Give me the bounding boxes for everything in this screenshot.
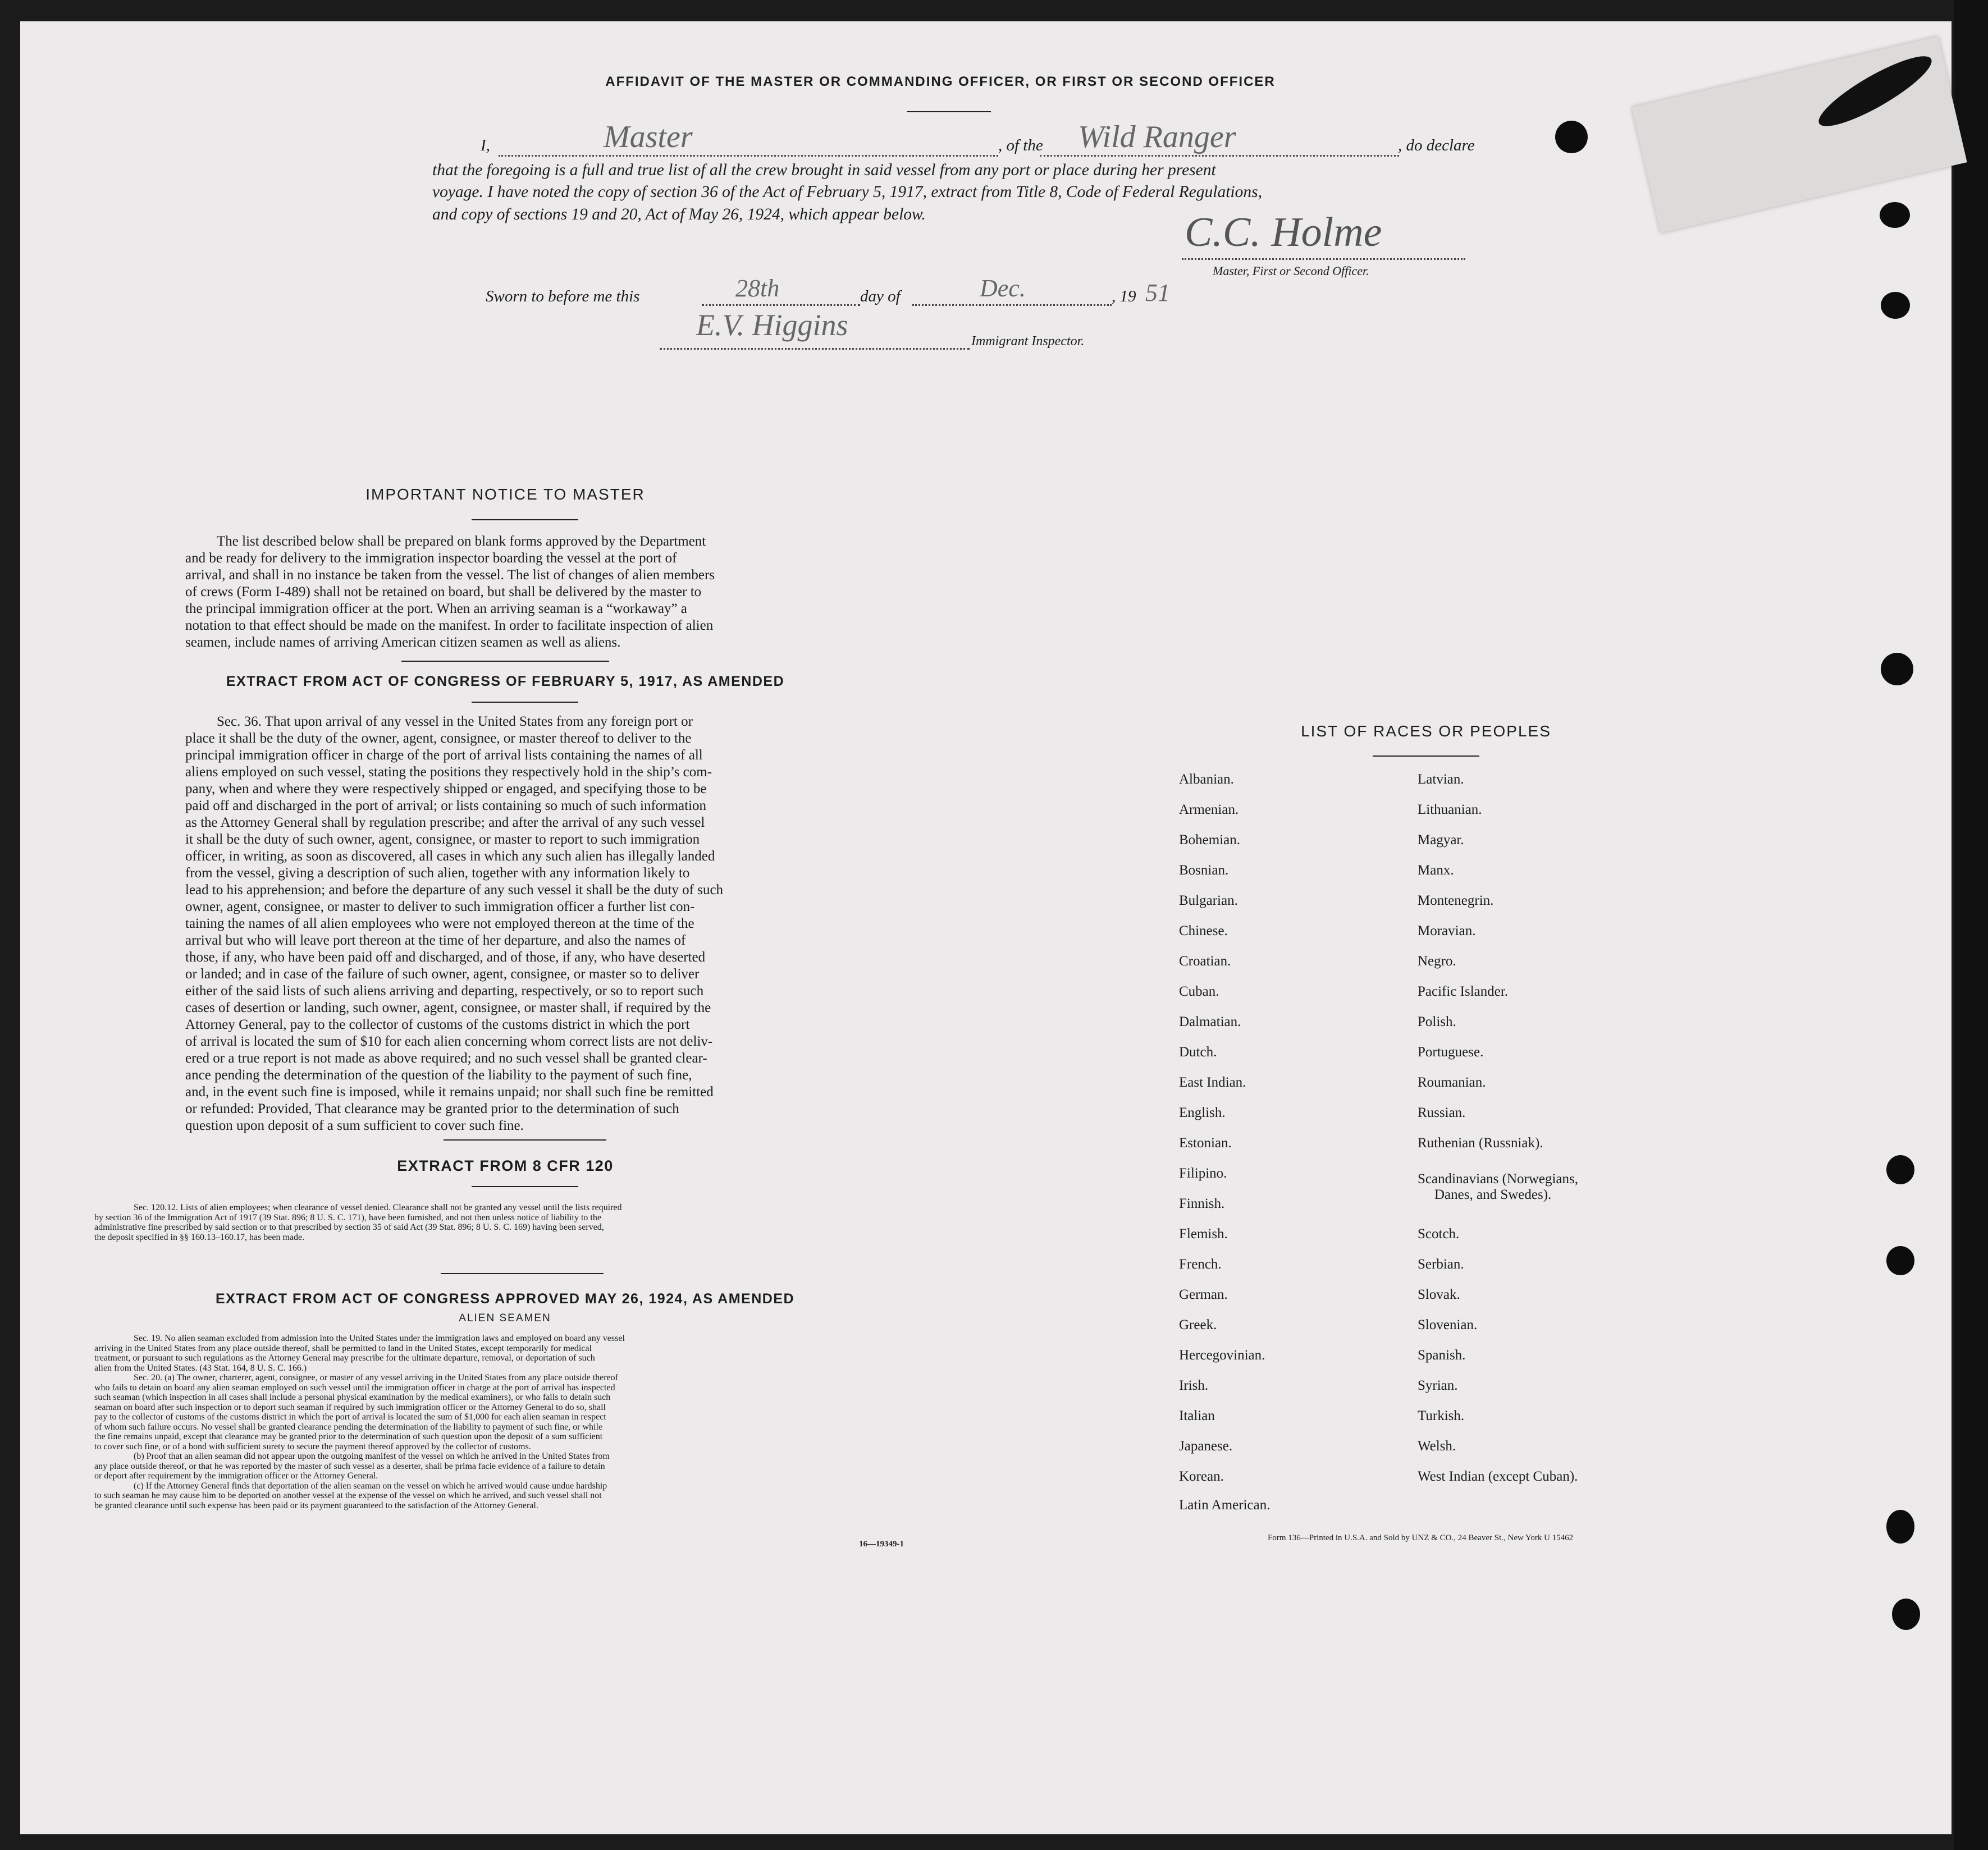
section-36-line: Sec. 36. That upon arrival of any vessel in the United States from any foreign port or xyxy=(217,714,693,729)
section-36-line: pany, when and where they were respectively shipped or engaged, and specifying those to be xyxy=(185,781,707,796)
race-item: Polish. xyxy=(1418,1014,1456,1029)
handwritten-day: 28th xyxy=(735,274,780,302)
section-36-line: either of the said lists of such aliens arriving and departing, respectively, or so to report such xyxy=(185,983,704,999)
notice-text xyxy=(185,533,825,651)
divider xyxy=(472,519,578,520)
race-item: Albanian. xyxy=(1179,772,1234,787)
race-item: Dalmatian. xyxy=(1179,1014,1241,1029)
race-item: Montenegrin. xyxy=(1418,893,1494,908)
race-item: Hercegovinian. xyxy=(1179,1348,1265,1363)
section-36-line: officer, in writing, as soon as discovered, all cases in which any such alien has illegally landed xyxy=(185,849,715,864)
cfr-line: by section 36 of the Immigration Act of 1917 (39 Stat. 896; 8 U. S. C. 171), have been furnished, and not then unless notice of liability to the xyxy=(94,1212,601,1222)
inspector-caption: Immigrant Inspector. xyxy=(971,334,1085,349)
section-36-line: lead to his apprehension; and before the departure of any such vessel it shall be the duty of such xyxy=(185,882,724,897)
race-item: Serbian. xyxy=(1418,1257,1464,1272)
divider xyxy=(472,702,578,703)
do-declare-label: , do declare xyxy=(1398,136,1475,154)
race-item: Scotch. xyxy=(1418,1226,1460,1242)
cfr-line: administrative fine prescribed by said section or to that prescribed by section 35 of said Act (39 Stat. 896; 8 U. S. C. 169) having been served, xyxy=(94,1222,604,1232)
notice-line: seamen, include names of arriving American citizen seamen as well as aliens. xyxy=(185,635,621,650)
race-item: Irish. xyxy=(1179,1378,1209,1393)
section-36-line: of arrival is located the sum of $10 for each alien concerning whom correct lists are not deliv- xyxy=(185,1034,713,1049)
section-20-line: such seaman (which inspection in all cases shall include a personal physical examination by the medical examiners), or who fails to detain such xyxy=(94,1393,611,1402)
race-item: Latvian. xyxy=(1418,772,1464,787)
race-item: Latin American. xyxy=(1179,1498,1271,1513)
sworn-day-line xyxy=(702,290,860,306)
race-item: Ruthenian (Russniak). xyxy=(1418,1135,1543,1151)
section-20-line: seaman on board after such inspection or to deport such seaman if required by such immigration officer or the Attorney General to do so, shall xyxy=(94,1402,606,1412)
race-item: Portuguese. xyxy=(1418,1045,1484,1060)
race-item: German. xyxy=(1179,1287,1228,1302)
race-item: Japanese. xyxy=(1179,1439,1233,1454)
section-20-line: of whom such failure occurs. No vessel shall be granted clearance pending the determination of the liability to payment of such fine, or while xyxy=(94,1422,603,1432)
inspector-line xyxy=(660,337,970,350)
section-20c-line: (c) If the Attorney General finds that deportation of the alien seaman on the vessel on which he arrived would cause undue hardship xyxy=(134,1481,607,1491)
affidavit-title: AFFIDAVIT OF THE MASTER OR COMMANDING OFFICER, OR FIRST OR SECOND OFFICER xyxy=(605,74,1276,89)
section-19-line: arriving in the United States from any place outside thereof, shall be permitted to land in the United States, except temporarily for medical xyxy=(94,1343,592,1353)
race-item: Moravian. xyxy=(1418,923,1476,938)
section-36-line: ered or a true report is not made as above required; and no such vessel shall be granted clear- xyxy=(185,1051,707,1066)
binder-hole xyxy=(1886,1155,1914,1184)
section-36-line: as the Attorney General shall by regulation prescribe; and after the arrival of any such vessel xyxy=(185,815,705,830)
race-item: Magyar. xyxy=(1418,832,1464,848)
race-item: Lithuanian. xyxy=(1418,802,1482,817)
section-36-line: from the vessel, giving a description of such alien, together with any information likely to xyxy=(185,866,690,881)
cfr-text xyxy=(94,1203,916,1242)
extract-1924-text xyxy=(94,1334,916,1510)
form-printer-footer: Form 136—Printed in U.S.A. and Sold by UNZ & CO., 24 Beaver St., New York U 15462 xyxy=(1268,1533,1574,1542)
alien-seamen-subtitle: ALIEN SEAMEN xyxy=(459,1312,551,1324)
race-item: Scandinavians (Norwegians, xyxy=(1418,1171,1579,1187)
race-item: Pacific Islander. xyxy=(1418,984,1509,999)
section-36-line: it shall be the duty of such owner, agent, consignee, or master to report to such immigration xyxy=(185,832,700,847)
section-20b-line: (b) Proof that an alien seaman did not appear upon the outgoing manifest of the vessel on which he arrived in the United States from xyxy=(134,1451,610,1461)
section-20c-line: be granted clearance until such expense has been paid or its payment guaranteed to the satisfaction of the Attorney General. xyxy=(94,1500,538,1510)
sworn-label: Sworn to before me this xyxy=(486,287,640,305)
race-item: Russian. xyxy=(1418,1105,1466,1120)
section-20-line: pay to the collector of customs of the customs district in which the port of arrival is located the sum of $1,000 for each alien seaman in respect xyxy=(94,1412,606,1422)
race-item: English. xyxy=(1179,1105,1226,1120)
of-the-label: , of the xyxy=(998,136,1043,154)
signature-caption: Master, First or Second Officer. xyxy=(1213,264,1369,278)
divider xyxy=(444,1139,606,1141)
handwritten-year: 51 xyxy=(1145,279,1170,306)
race-item: Bulgarian. xyxy=(1179,893,1238,908)
affidavit-line-4: and copy of sections 19 and 20, Act of May 26, 1924, which appear below. xyxy=(432,205,926,223)
cfr-line: the deposit specified in §§ 160.13–160.17, has been made. xyxy=(94,1232,305,1242)
race-item: Slovak. xyxy=(1418,1287,1460,1302)
section-20c-line: to such seaman he may cause him to be deported on another vessel at the expense of the vessel on which he arrived, and such vessel shall not xyxy=(94,1491,602,1500)
section-19-line: Sec. 19. No alien seaman excluded from admission into the United States under the immigration laws and employed on board any vessel xyxy=(134,1334,625,1343)
handwritten-month: Dec. xyxy=(980,274,1026,302)
affidavit-line-3: voyage. I have noted the copy of section 36 of the Act of February 5, 1917, extract from Title 8, Code of Federal Regulations, xyxy=(432,183,1262,201)
section-36-line: cases of desertion or landing, such owner, agent, consignee, or master shall, if required by the xyxy=(185,1000,711,1015)
race-item: Cuban. xyxy=(1179,984,1219,999)
section-36-line: aliens employed on such vessel, stating the positions they respectively hold in the ship’s com- xyxy=(185,764,712,780)
affidavit-i-label: I, xyxy=(481,136,490,154)
race-item: Italian xyxy=(1179,1408,1215,1423)
scan-edge xyxy=(1954,0,1988,1850)
section-19-line: alien from the United States. (43 Stat. 164, 8 U. S. C. 166.) xyxy=(94,1363,307,1373)
binder-hole xyxy=(1880,202,1910,228)
divider xyxy=(441,1273,604,1274)
binder-hole xyxy=(1886,1510,1914,1544)
race-item: Welsh. xyxy=(1418,1439,1456,1454)
race-item: Finnish. xyxy=(1179,1196,1225,1211)
binder-hole xyxy=(1881,292,1910,319)
notice-line: The list described below shall be prepared on blank forms approved by the Department xyxy=(217,534,706,549)
race-item: Flemish. xyxy=(1179,1226,1228,1242)
section-36-line: ance pending the determination of the question of the liability to the payment of such fine, xyxy=(185,1068,692,1083)
section-20b-line: or deport after requirement by the immigration officer or the Attorney General. xyxy=(94,1471,378,1481)
race-item: Chinese. xyxy=(1179,923,1228,938)
form-code: 16—19349-1 xyxy=(859,1540,904,1549)
binder-hole xyxy=(1892,1599,1920,1630)
divider xyxy=(907,111,991,112)
race-item: Croatian. xyxy=(1179,954,1231,969)
race-item: Estonian. xyxy=(1179,1135,1232,1151)
races-title: LIST OF RACES OR PEOPLES xyxy=(1301,722,1551,740)
section-36-line: place it shall be the duty of the owner, agent, consignee, or master thereof to deliver to the xyxy=(185,731,692,746)
extract-1917-text xyxy=(185,713,825,1134)
handwritten-name: Master xyxy=(604,120,693,154)
divider xyxy=(1373,755,1479,757)
section-36-line: principal immigration officer in charge of the port of arrival lists containing the names of all xyxy=(185,748,703,763)
section-20-line: who fails to detain on board any alien seaman employed on such vessel until the immigration officer in charge at the port of arrival has inspected xyxy=(94,1382,615,1393)
section-20-line: to cover such fine, or of a bond with sufficient surety to secure the payment thereof approved by the collector of customs. xyxy=(94,1441,531,1451)
section-36-line: or landed; and in case of the failure of such owner, agent, consignee, or master so to deliver xyxy=(185,967,700,982)
section-36-line: those, if any, who have been paid off and discharged, and of those, if any, who have deserted xyxy=(185,950,706,965)
race-item: Turkish. xyxy=(1418,1408,1465,1423)
notice-line: notation to that effect should be made on the manifest. In order to facilitate inspection of alien xyxy=(185,618,714,633)
binder-hole xyxy=(1886,1246,1914,1275)
cfr-title: EXTRACT FROM 8 CFR 120 xyxy=(397,1157,614,1174)
extract-1917-title: EXTRACT FROM ACT OF CONGRESS OF FEBRUARY 5, 1917, AS AMENDED xyxy=(226,674,785,689)
section-36-line: paid off and discharged in the port of arrival; or lists containing so much of such information xyxy=(185,798,707,813)
inspector-signature: E.V. Higgins xyxy=(696,308,848,342)
section-36-line: arrival but who will leave port thereon at the time of her departure, and also the names of xyxy=(185,933,686,948)
race-item: Spanish. xyxy=(1418,1348,1466,1363)
master-signature: C.C. Holme xyxy=(1185,209,1382,255)
race-item: Korean. xyxy=(1179,1469,1224,1484)
extract-1924-title: EXTRACT FROM ACT OF CONGRESS APPROVED MAY 26, 1924, AS AMENDED xyxy=(215,1291,795,1307)
section-36-line: or refunded: Provided, That clearance may be granted prior to the determination of such xyxy=(185,1101,679,1116)
race-item: Manx. xyxy=(1418,863,1454,878)
section-36-line: taining the names of all alien employees who were not employed thereon at the time of the xyxy=(185,916,694,931)
notice-line: and be ready for delivery to the immigration inspector boarding the vessel at the port of xyxy=(185,551,677,566)
notice-line: arrival, and shall in no instance be taken from the vessel. The list of changes of alien members xyxy=(185,567,715,583)
section-20b-line: any place outside thereof, or that he was reported by the master of such vessel as a deserter, shall be prima facie evidence of a failure to detain xyxy=(94,1461,605,1471)
section-20-line: Sec. 20. (a) The owner, charterer, agent, consignee, or master of any vessel arriving in the United States from any place outside thereof xyxy=(134,1373,618,1382)
race-item-continued: Danes, and Swedes). xyxy=(1434,1187,1552,1202)
section-19-line: treatment, or pursuant to such regulations as the Attorney General may prescribe for the ultimate departure, removal, or deportation of such xyxy=(94,1353,595,1363)
handwritten-vessel: Wild Ranger xyxy=(1078,120,1236,154)
year-prefix: , 19 xyxy=(1112,287,1136,305)
race-item: French. xyxy=(1179,1257,1222,1272)
section-36-line: owner, agent, consignee, or master to deliver to such immigration officer a further list con- xyxy=(185,899,695,914)
binder-hole xyxy=(1555,121,1588,153)
notice-title: IMPORTANT NOTICE TO MASTER xyxy=(365,486,645,503)
affidavit-line-2: that the foregoing is a full and true list of all the crew brought in said vessel from any port or place during her present xyxy=(432,161,1216,179)
divider xyxy=(472,1186,578,1187)
section-36-line: question upon deposit of a sum sufficient to cover such fine. xyxy=(185,1118,524,1133)
section-36-line: Attorney General, pay to the collector of customs of the customs district in which the port xyxy=(185,1017,690,1032)
race-item: Filipino. xyxy=(1179,1166,1227,1181)
race-item: Bohemian. xyxy=(1179,832,1241,848)
section-20-line: the fine remains unpaid, except that clearance may be granted prior to the determination of such question upon the deposit of a sum sufficient xyxy=(94,1432,603,1441)
race-item: Slovenian. xyxy=(1418,1317,1478,1332)
race-item: Armenian. xyxy=(1179,802,1239,817)
race-item: Negro. xyxy=(1418,954,1456,969)
race-item: West Indian (except Cuban). xyxy=(1418,1469,1578,1484)
signature-line xyxy=(1182,247,1465,260)
race-item: Roumanian. xyxy=(1418,1075,1486,1090)
notice-line: of crews (Form I-489) shall not be retained on board, but shall be delivered by the master to xyxy=(185,584,702,599)
name-line xyxy=(499,139,998,157)
divider xyxy=(401,661,609,662)
day-of-label: day of xyxy=(860,287,901,305)
cfr-line: Sec. 120.12. Lists of alien employees; when clearance of vessel denied. Clearance shall not be granted any vessel until the lists required xyxy=(134,1203,622,1212)
notice-line: the principal immigration officer at the port. When an arriving seaman is a “workaway” a xyxy=(185,601,687,616)
race-item: East Indian. xyxy=(1179,1075,1246,1090)
race-item: Greek. xyxy=(1179,1317,1217,1332)
binder-hole xyxy=(1881,653,1913,685)
race-item: Bosnian. xyxy=(1179,863,1229,878)
race-item: Syrian. xyxy=(1418,1378,1458,1393)
section-36-line: and, in the event such fine is imposed, while it remains unpaid; nor shall such fine be remitted xyxy=(185,1084,714,1100)
race-item: Dutch. xyxy=(1179,1045,1217,1060)
